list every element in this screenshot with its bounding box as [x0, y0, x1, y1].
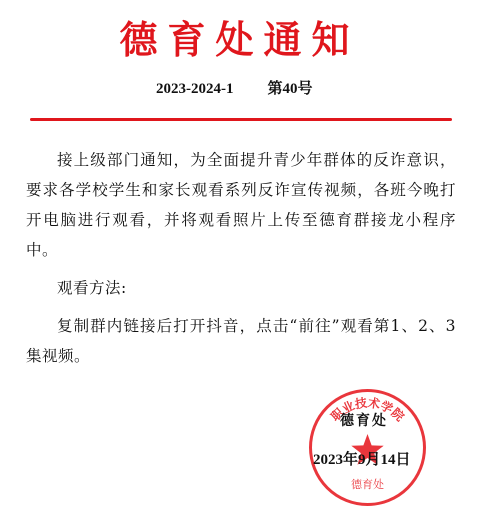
notice-body — [26, 145, 456, 371]
seal-outer-text: 职业技术学院 — [328, 395, 407, 424]
body-paragraph: 复制群内链接后打开抖音，点击“前往”观看第1、2、3集视频。 — [26, 317, 456, 365]
document-serial: 第40号 — [267, 81, 313, 97]
official-seal — [305, 385, 430, 510]
notice-title: 德育处通知 — [119, 17, 360, 62]
document-number: 2023-2024-1 — [156, 81, 234, 97]
method-heading: 观看方法: — [57, 279, 127, 297]
seal-bottom-text: 德育处 — [351, 478, 384, 491]
body-paragraph: 接上级部门通知，为全面提升青少年群体的反诈意识，要求各学校学生和家长观看系列反诈宣传视频，各班今晚打开电脑进行观看，并将观看照片上传至德育群接龙小程序中。 — [26, 151, 456, 259]
header-divider — [30, 118, 452, 121]
issuer-name: 德育处 — [340, 413, 388, 429]
document-number-line — [156, 78, 313, 100]
issue-date: 2023年9月14日 — [313, 452, 411, 468]
